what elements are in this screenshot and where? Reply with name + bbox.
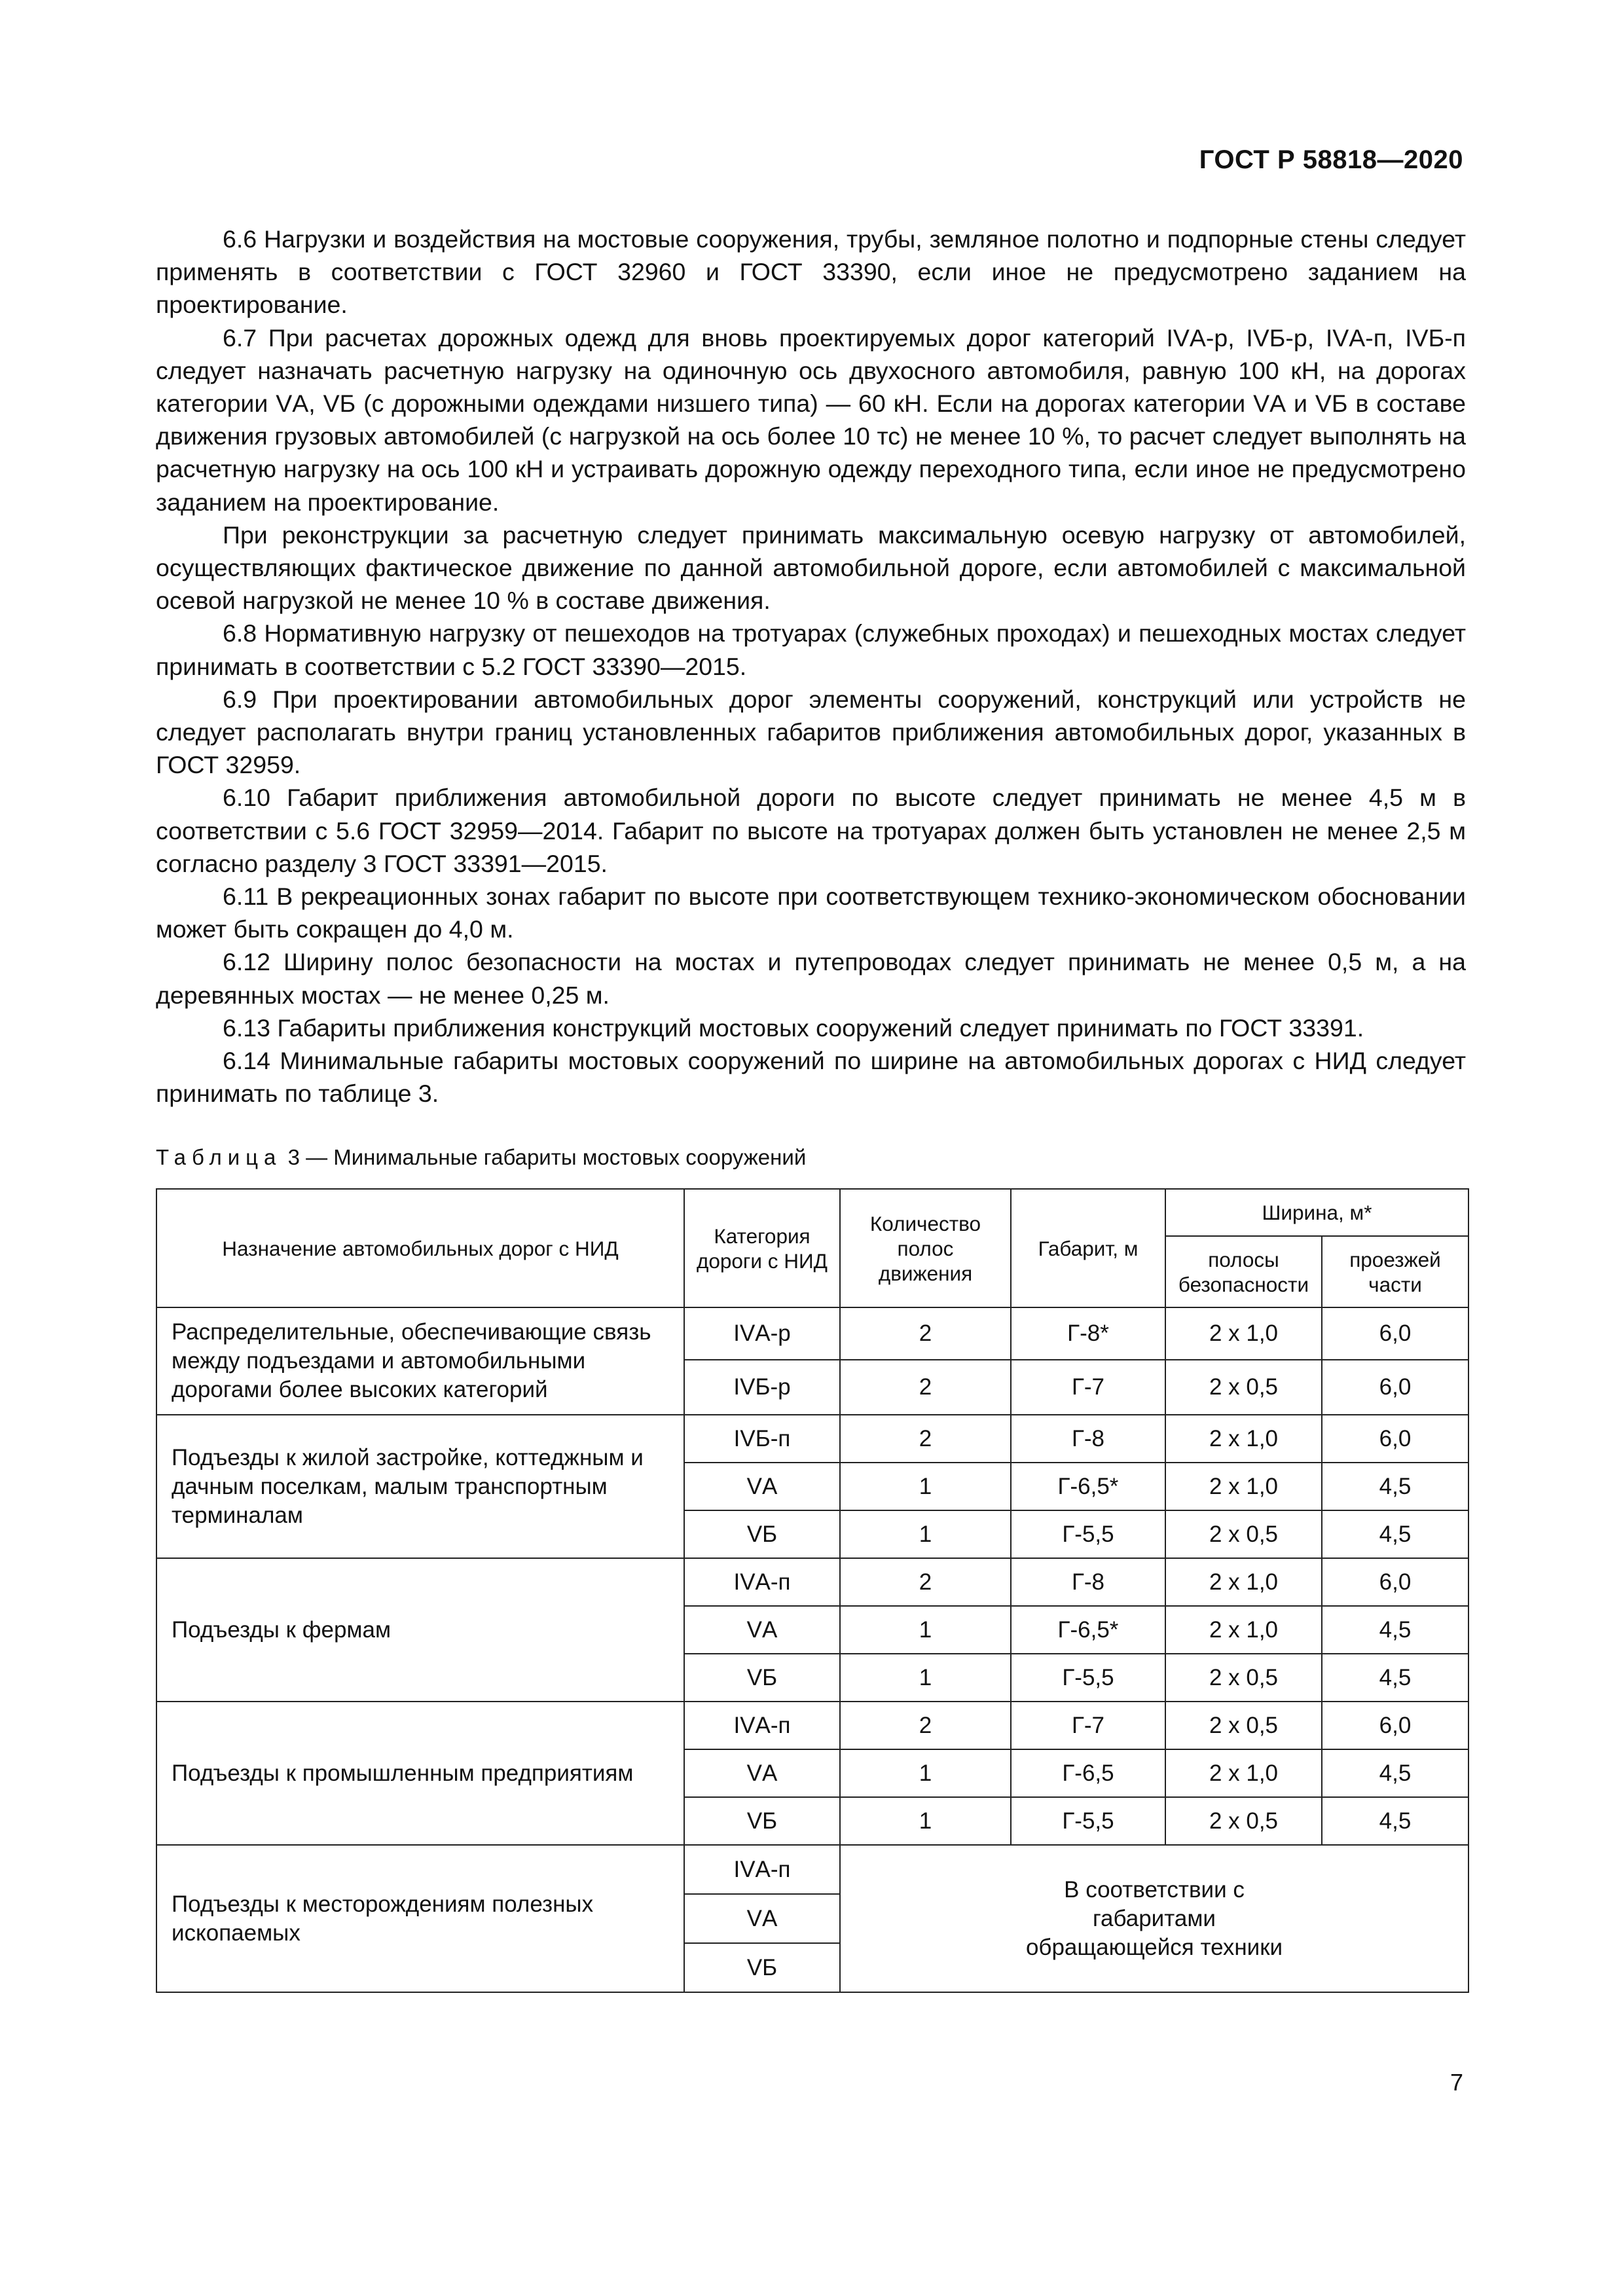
carriageway-cell: 6,0 [1322, 1702, 1468, 1749]
table-caption-number: 3 [287, 1145, 300, 1169]
header-width: Ширина, м* [1165, 1189, 1468, 1236]
lanes-cell: 1 [840, 1510, 1011, 1558]
carriageway-cell: 4,5 [1322, 1797, 1468, 1845]
gabarit-cell: Г-7 [1011, 1360, 1165, 1415]
safety-cell: 2 х 0,5 [1165, 1360, 1322, 1415]
header-category: Категория дороги с НИД [684, 1189, 840, 1307]
category-cell: VА [684, 1463, 840, 1510]
category-cell: VБ [684, 1943, 840, 1992]
table-row [156, 1702, 1468, 1749]
category-cell: IVБ-р [684, 1360, 840, 1415]
lanes-cell: 1 [840, 1463, 1011, 1510]
category-cell: VБ [684, 1510, 840, 1558]
lanes-cell: 2 [840, 1415, 1011, 1463]
paragraph-6-7: 6.7 При расчетах дорожных одежд для вновь проектируемых дорог категорий IVА-р, IVБ-р, IVА-п, IVБ-п следует назначать расчетную нагрузку на одиночную ось двухосного автомобиля, равную 100 кН, на дорогах категории VА, VБ (с дорожными одеждами низшего типа) — 60 кН. Если на дорогах категории VА и VБ в составе движения грузовых автомобилей (с нагрузкой на ось более 10 тс) не менее 10 %, то расчет следует выполнять на расчетную нагрузку на ось 100 кН и устраивать дорожную одежду переходного типа, если иное не предусмотрено заданием на проектирование. [156, 323, 1466, 516]
purpose-cell: Подъезды к месторождениям полезных ископаемых [156, 1845, 684, 1992]
safety-cell: 2 х 1,0 [1165, 1606, 1322, 1654]
carriageway-cell: 6,0 [1322, 1360, 1468, 1415]
carriageway-cell: 6,0 [1322, 1307, 1468, 1360]
paragraph-6-12: 6.12 Ширину полос безопасности на мостах и путепроводах следует принимать не менее 0,5 м, а на деревянных мостах — не менее 0,25 м. [156, 948, 1466, 1009]
paragraph-6-11: 6.11 В рекреационных зонах габарит по высоте при соответствующем технико-экономическом обосновании может быть сокращен до 4,0 м. [156, 883, 1466, 943]
gabarit-cell: Г-7 [1011, 1702, 1165, 1749]
lanes-cell: 1 [840, 1606, 1011, 1654]
category-cell: VБ [684, 1797, 840, 1845]
purpose-cell: Подъезды к жилой застройке, коттеджным и дачным поселкам, малым транспортным терминалам [156, 1415, 684, 1558]
header-gabarit: Габарит, м [1011, 1189, 1165, 1307]
gabarit-cell: Г-5,5 [1011, 1797, 1165, 1845]
safety-cell: 2 х 0,5 [1165, 1797, 1322, 1845]
carriageway-cell: 6,0 [1322, 1558, 1468, 1606]
gabarit-cell: Г-8* [1011, 1307, 1165, 1360]
safety-cell: 2 х 1,0 [1165, 1558, 1322, 1606]
table-row [156, 1845, 1468, 1894]
category-cell: VА [684, 1894, 840, 1943]
lanes-cell: 2 [840, 1702, 1011, 1749]
table-caption-label: Таблица [156, 1145, 282, 1169]
header-safety-lanes: полосы безопасности [1165, 1236, 1322, 1307]
header-lanes: Количество полос движения [840, 1189, 1011, 1307]
bridge-gabarit-table [156, 1188, 1469, 1993]
header-carriageway: проезжей части [1322, 1236, 1468, 1307]
category-cell: IVА-п [684, 1702, 840, 1749]
table-row [156, 1307, 1468, 1360]
purpose-cell: Распределительные, обеспечивающие связь между подъездами и автомобильными дорогами более высоких категорий [156, 1307, 684, 1415]
gabarit-cell: Г-5,5 [1011, 1510, 1165, 1558]
lanes-cell: 2 [840, 1307, 1011, 1360]
paragraph-6-8: 6.8 Нормативную нагрузку от пешеходов на тротуарах (служебных проходах) и пешеходных мостах следует принимать в соответствии с 5.2 ГОСТ 33390—2015. [156, 619, 1466, 680]
safety-cell: 2 х 1,0 [1165, 1415, 1322, 1463]
gabarit-cell: Г-6,5* [1011, 1606, 1165, 1654]
paragraph-6-7-reconstruction: При реконструкции за расчетную следует принимать максимальную осевую нагрузку от автомобилей, осуществляющих фактическое движение по данной автомобильной дороге, если автомобилей с максимальной осевой нагрузкой не менее 10 % в составе движения. [156, 520, 1466, 615]
paragraph-6-6: 6.6 Нагрузки и воздействия на мостовые сооружения, трубы, земляное полотно и подпорные стены следует применять в соответствии с ГОСТ 32960 и ГОСТ 33390, если иное не предусмотрено заданием на проектирование. [156, 225, 1466, 319]
paragraph-6-14: 6.14 Минимальные габариты мостовых сооружений по ширине на автомобильных дорогах с НИД следует принимать по таблице 3. [156, 1047, 1466, 1108]
safety-cell: 2 х 0,5 [1165, 1654, 1322, 1702]
gabarit-cell: Г-8 [1011, 1415, 1165, 1463]
gabarit-cell: Г-5,5 [1011, 1654, 1165, 1702]
table-caption [156, 1144, 806, 1171]
carriageway-cell: 4,5 [1322, 1654, 1468, 1702]
table-row [156, 1558, 1468, 1606]
category-cell: IVА-р [684, 1307, 840, 1360]
category-cell: IVА-п [684, 1845, 840, 1894]
document-standard-number: ГОСТ Р 58818—2020 [1199, 145, 1463, 174]
safety-cell: 2 х 1,0 [1165, 1307, 1322, 1360]
carriageway-cell: 6,0 [1322, 1415, 1468, 1463]
carriageway-cell: 4,5 [1322, 1749, 1468, 1797]
header-purpose: Назначение автомобильных дорог с НИД [156, 1189, 684, 1307]
paragraph-6-9: 6.9 При проектировании автомобильных дорог элементы сооружений, конструкций или устройств не следует располагать внутри границ установленных габаритов приближения автомобильных дорог, указанных в ГОСТ 32959. [156, 685, 1466, 779]
category-cell: VА [684, 1749, 840, 1797]
merged-note-cell: В соответствии с габаритами обращающейся техники [840, 1845, 1468, 1992]
lanes-cell: 2 [840, 1558, 1011, 1606]
category-cell: VБ [684, 1654, 840, 1702]
purpose-cell: Подъезды к фермам [156, 1558, 684, 1702]
carriageway-cell: 4,5 [1322, 1510, 1468, 1558]
page-number: 7 [1450, 2069, 1463, 2096]
carriageway-cell: 4,5 [1322, 1606, 1468, 1654]
category-cell: IVБ-п [684, 1415, 840, 1463]
lanes-cell: 1 [840, 1797, 1011, 1845]
gabarit-cell: Г-6,5* [1011, 1463, 1165, 1510]
safety-cell: 2 х 1,0 [1165, 1463, 1322, 1510]
lanes-cell: 1 [840, 1749, 1011, 1797]
gabarit-cell: Г-8 [1011, 1558, 1165, 1606]
lanes-cell: 1 [840, 1654, 1011, 1702]
safety-cell: 2 х 0,5 [1165, 1702, 1322, 1749]
table-row [156, 1415, 1468, 1463]
safety-cell: 2 х 1,0 [1165, 1749, 1322, 1797]
purpose-cell: Подъезды к промышленным предприятиям [156, 1702, 684, 1845]
gabarit-cell: Г-6,5 [1011, 1749, 1165, 1797]
body-text [156, 223, 1466, 1110]
lanes-cell: 2 [840, 1360, 1011, 1415]
carriageway-cell: 4,5 [1322, 1463, 1468, 1510]
category-cell: IVА-п [684, 1558, 840, 1606]
category-cell: VА [684, 1606, 840, 1654]
paragraph-6-10: 6.10 Габарит приближения автомобильной дороги по высоте следует принимать не менее 4,5 м в соответствии с 5.6 ГОСТ 32959—2014. Габарит по высоте на тротуарах должен быть установлен не менее 2,5 м согласно разделу 3 ГОСТ 33391—2015. [156, 784, 1466, 877]
table-caption-text: — Минимальные габариты мостовых сооружений [306, 1145, 807, 1169]
paragraph-6-13: 6.13 Габариты приближения конструкций мостовых сооружений следует принимать по ГОСТ 33391. [223, 1013, 1364, 1042]
safety-cell: 2 х 0,5 [1165, 1510, 1322, 1558]
